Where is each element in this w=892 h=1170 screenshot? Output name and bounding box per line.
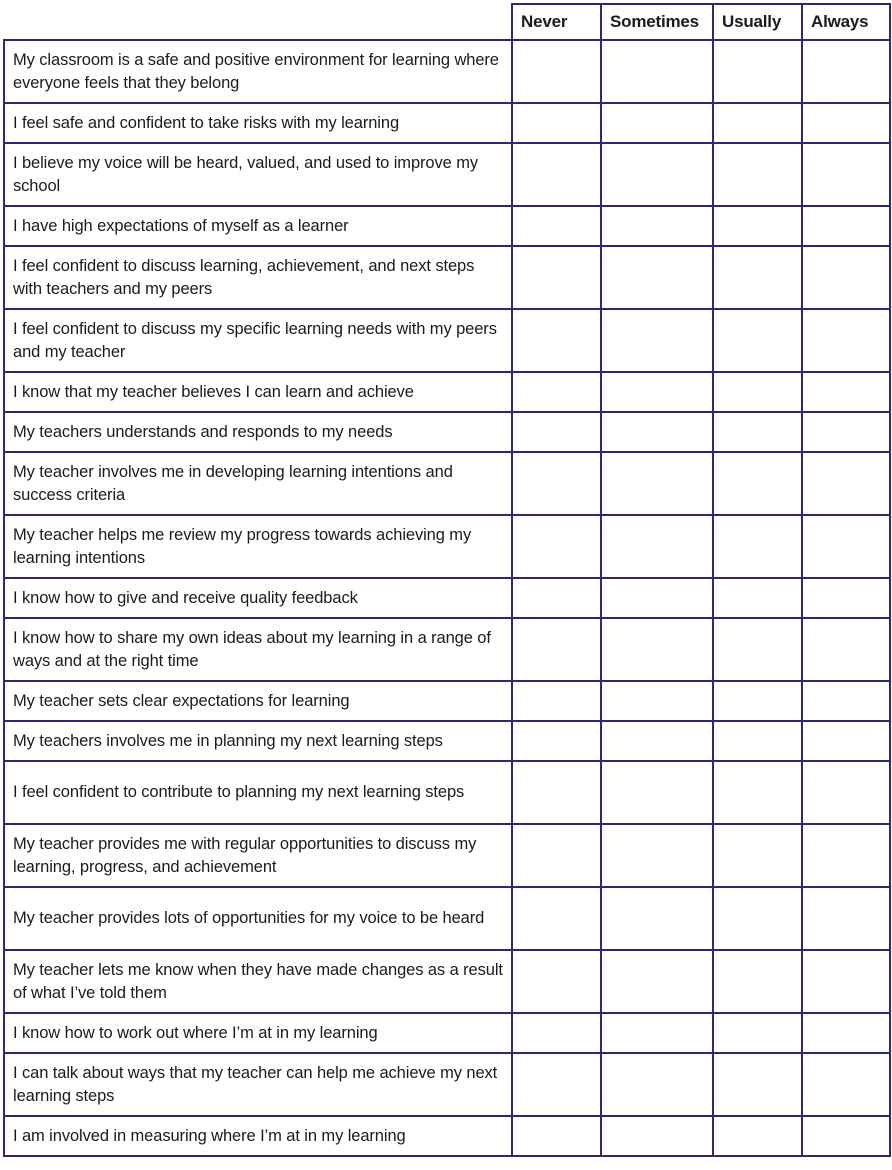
answer-cell-sometimes[interactable] [601,824,713,887]
column-header-never: Never [512,4,601,40]
answer-cell-usually[interactable] [713,618,802,681]
survey-row [4,246,890,309]
statement-text: My teacher lets me know when they have made changes as a result of what I’ve told them [4,950,512,1013]
column-header-sometimes: Sometimes [601,4,713,40]
answer-cell-sometimes[interactable] [601,578,713,618]
survey-header [4,4,890,40]
answer-cell-always[interactable] [802,618,890,681]
answer-cell-usually[interactable] [713,246,802,309]
answer-cell-always[interactable] [802,309,890,372]
answer-cell-always[interactable] [802,452,890,515]
answer-cell-never[interactable] [512,40,601,103]
answer-cell-usually[interactable] [713,206,802,246]
survey-row [4,824,890,887]
answer-cell-never[interactable] [512,103,601,143]
answer-cell-usually[interactable] [713,452,802,515]
answer-cell-usually[interactable] [713,681,802,721]
answer-cell-never[interactable] [512,761,601,824]
survey-row [4,40,890,103]
answer-cell-never[interactable] [512,1013,601,1053]
answer-cell-never[interactable] [512,515,601,578]
statement-text: My teacher involves me in developing learning intentions and success criteria [4,452,512,515]
statement-text: My teacher helps me review my progress towards achieving my learning intentions [4,515,512,578]
survey-row [4,1116,890,1156]
answer-cell-never[interactable] [512,721,601,761]
answer-cell-never[interactable] [512,412,601,452]
answer-cell-always[interactable] [802,206,890,246]
header-blank-cell [4,4,512,40]
answer-cell-always[interactable] [802,103,890,143]
answer-cell-always[interactable] [802,143,890,206]
answer-cell-always[interactable] [802,412,890,452]
survey-body [4,40,890,1156]
answer-cell-never[interactable] [512,824,601,887]
statement-text: My teachers involves me in planning my next learning steps [4,721,512,761]
survey-row [4,1053,890,1116]
answer-cell-never[interactable] [512,950,601,1013]
answer-cell-usually[interactable] [713,412,802,452]
statement-text: I know that my teacher believes I can learn and achieve [4,372,512,412]
survey-row [4,372,890,412]
answer-cell-usually[interactable] [713,950,802,1013]
answer-cell-usually[interactable] [713,578,802,618]
answer-cell-sometimes[interactable] [601,1013,713,1053]
answer-cell-never[interactable] [512,143,601,206]
answer-cell-never[interactable] [512,246,601,309]
statement-text: I know how to work out where I’m at in my learning [4,1013,512,1053]
answer-cell-always[interactable] [802,246,890,309]
survey-table [3,3,891,1157]
answer-cell-never[interactable] [512,1053,601,1116]
column-header-always: Always [802,4,890,40]
survey-row [4,761,890,824]
header-row [4,4,890,40]
survey-row [4,103,890,143]
answer-cell-sometimes[interactable] [601,887,713,950]
survey-row [4,721,890,761]
statement-text: My teachers understands and responds to my needs [4,412,512,452]
survey-row [4,618,890,681]
answer-cell-never[interactable] [512,372,601,412]
answer-cell-usually[interactable] [713,1013,802,1053]
answer-cell-usually[interactable] [713,1116,802,1156]
answer-cell-sometimes[interactable] [601,143,713,206]
answer-cell-usually[interactable] [713,40,802,103]
answer-cell-sometimes[interactable] [601,1053,713,1116]
survey-row [4,412,890,452]
statement-text: I feel confident to discuss learning, achievement, and next steps with teachers and my peers [4,246,512,309]
statement-text: My teacher sets clear expectations for learning [4,681,512,721]
statement-text: I feel confident to discuss my specific learning needs with my peers and my teacher [4,309,512,372]
answer-cell-always[interactable] [802,1053,890,1116]
answer-cell-always[interactable] [802,40,890,103]
answer-cell-sometimes[interactable] [601,372,713,412]
statement-text: I am involved in measuring where I’m at in my learning [4,1116,512,1156]
answer-cell-always[interactable] [802,824,890,887]
survey-row [4,143,890,206]
answer-cell-usually[interactable] [713,761,802,824]
answer-cell-always[interactable] [802,1013,890,1053]
statement-text: I feel confident to contribute to planning my next learning steps [4,761,512,824]
answer-cell-never[interactable] [512,681,601,721]
survey-row [4,206,890,246]
statement-text: I know how to give and receive quality feedback [4,578,512,618]
answer-cell-sometimes[interactable] [601,412,713,452]
survey-row [4,681,890,721]
survey-row [4,309,890,372]
answer-cell-never[interactable] [512,618,601,681]
survey-row [4,950,890,1013]
statement-text: I can talk about ways that my teacher can help me achieve my next learning steps [4,1053,512,1116]
survey-row [4,515,890,578]
answer-cell-never[interactable] [512,578,601,618]
answer-cell-usually[interactable] [713,515,802,578]
answer-cell-sometimes[interactable] [601,721,713,761]
answer-cell-always[interactable] [802,372,890,412]
answer-cell-always[interactable] [802,721,890,761]
survey-row [4,1013,890,1053]
answer-cell-usually[interactable] [713,824,802,887]
answer-cell-sometimes[interactable] [601,452,713,515]
answer-cell-always[interactable] [802,1116,890,1156]
answer-cell-sometimes[interactable] [601,246,713,309]
statement-text: I know how to share my own ideas about my learning in a range of ways and at the right time [4,618,512,681]
answer-cell-usually[interactable] [713,1053,802,1116]
answer-cell-sometimes[interactable] [601,618,713,681]
answer-cell-sometimes[interactable] [601,1116,713,1156]
answer-cell-usually[interactable] [713,372,802,412]
answer-cell-sometimes[interactable] [601,761,713,824]
survey-row [4,452,890,515]
answer-cell-usually[interactable] [713,103,802,143]
answer-cell-usually[interactable] [713,887,802,950]
answer-cell-sometimes[interactable] [601,40,713,103]
answer-cell-always[interactable] [802,950,890,1013]
statement-text: I have high expectations of myself as a learner [4,206,512,246]
column-header-usually: Usually [713,4,802,40]
answer-cell-usually[interactable] [713,721,802,761]
survey-row [4,578,890,618]
answer-cell-always[interactable] [802,887,890,950]
answer-cell-never[interactable] [512,206,601,246]
survey-row [4,887,890,950]
answer-cell-never[interactable] [512,309,601,372]
answer-cell-usually[interactable] [713,309,802,372]
answer-cell-always[interactable] [802,761,890,824]
answer-cell-never[interactable] [512,452,601,515]
answer-cell-usually[interactable] [713,143,802,206]
answer-cell-sometimes[interactable] [601,681,713,721]
answer-cell-never[interactable] [512,1116,601,1156]
statement-text: My teacher provides lots of opportunities for my voice to be heard [4,887,512,950]
answer-cell-sometimes[interactable] [601,206,713,246]
answer-cell-sometimes[interactable] [601,515,713,578]
answer-cell-sometimes[interactable] [601,103,713,143]
answer-cell-always[interactable] [802,515,890,578]
statement-text: I believe my voice will be heard, valued, and used to improve my school [4,143,512,206]
answer-cell-always[interactable] [802,681,890,721]
answer-cell-sometimes[interactable] [601,950,713,1013]
statement-text: My classroom is a safe and positive environment for learning where everyone feels that they belong [4,40,512,103]
statement-text: My teacher provides me with regular opportunities to discuss my learning, progress, and achievement [4,824,512,887]
answer-cell-always[interactable] [802,578,890,618]
statement-text: I feel safe and confident to take risks with my learning [4,103,512,143]
answer-cell-sometimes[interactable] [601,309,713,372]
answer-cell-never[interactable] [512,887,601,950]
